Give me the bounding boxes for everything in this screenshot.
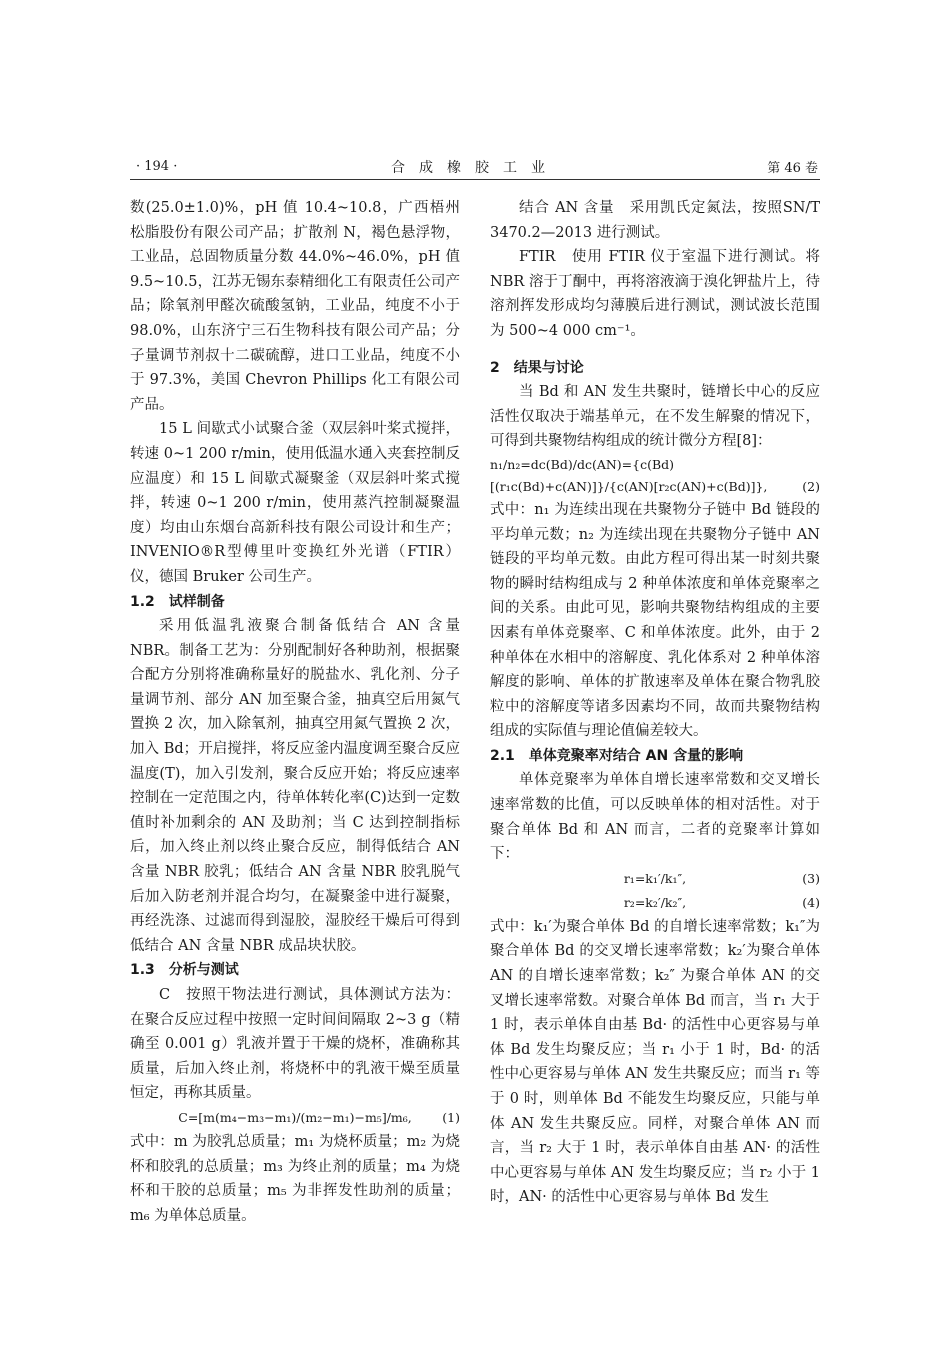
equation-3 (490, 867, 820, 891)
ftir-test-paragraph: FTIR 使用 FTIR 仪于室温下进行测试。将 NBR 溶于丁酮中，再将溶液滴于溴化钾盐片上，待溶剂挥发形成均匀薄膜后进行测试，测试波长范围为 500~4 000 cm⁻¹。 (490, 249, 820, 339)
journal-title: 合成橡胶工业 (391, 160, 559, 176)
right-column (490, 196, 820, 1210)
equation-4 (490, 891, 820, 915)
running-header (130, 155, 820, 180)
volume-label: 第 46 卷 (767, 161, 818, 176)
equation-2 (490, 454, 820, 498)
preparation-paragraph: 采用低温乳液聚合制备低结合 AN 含量 NBR。制备工艺为：分别配制好各种助剂，根据聚合配方分别将准确称量好的脱盐水、乳化剂、分子量调节剂、部分 AN 加至聚合釜，抽真空后用氮气置换 2 次，加入除氧剂，抽真空用氮气置换 2 次，加入 Bd；开启搅拌，将反应釜内温度调至聚合反应温度(T)，加入引发剂，聚合反应开始；将反应速率控制在一定范围之内，待单体转化率(C)达到一定数值时补加剩余的 AN 及助剂；当 C 达到控制指标后，加入终止剂以终止聚合反应，制得低结合 AN 含量 NBR 胶乳；低结合 AN 含量 NBR 胶乳脱气后加入防老剂并混合均匀，在凝聚釜中进行凝聚，再经洗涤、过滤而得到湿胶，湿胶经干燥后可得到低结合 AN 含量 NBR 成品块状胶。 (130, 618, 460, 954)
left-column (130, 196, 460, 1228)
equation-3-4-definitions: 式中：k₁′为聚合单体 Bd 的自增长速率常数；k₁″为聚合单体 Bd 的交叉增长速率常数；k₂′为聚合单体 AN 的自增长速率常数；k₂″ 为聚合单体 AN 的交叉增长速率常数。对聚合单体 Bd 而言，当 r₁ 大于 1 时，表示单体自由基 Bd· 的活性中心更容易与单体 Bd 发生均聚反应；当 r₁ 小于 1 时，Bd· 的活性中心更容易与单体 AN 发生共聚反应；而当 r₁ 等于 0 时，则单体 Bd 不能发生均聚反应，只能与单体 AN 发生共聚反应。同样，对聚合单体 AN 而言，当 r₂ 大于 1 时，表示单体自由基 AN· 的活性中心更容易与单体 AN 发生均聚反应；当 r₂ 小于 1 时，AN· 的活性中心更容易与单体 Bd 发生 (490, 918, 820, 1206)
equation-3-body: r₁=k₁′/k₁″, (623, 870, 687, 886)
equation-2-body: n₁/n₂=dc(Bd)/dc(AN)={c(Bd)[(r₁c(Bd)+c(AN)]}/{c(AN)[r₂c(AN)+c(Bd)]}, (490, 456, 768, 494)
equation-3-number: (3) (802, 870, 820, 886)
an-content-test-paragraph: 结合 AN 含量 采用凯氏定氮法，按照SN/T 3470.2—2013 进行测试。 (490, 200, 820, 241)
equation-4-body: r₂=k₂′/k₂″, (623, 894, 687, 910)
section-heading-2-1: 2.1 单体竞聚率对结合 AN 含量的影响 (490, 747, 744, 764)
section-heading-1-3: 1.3 分析与测试 (130, 962, 239, 979)
materials-paragraph: 数(25.0±1.0)%，pH 值 10.4~10.8，广西梧州松脂股份有限公司产品；扩散剂 N，褐色悬浮物，工业品，总固物质量分数 44.0%~46.0%，pH 值 9.5~10.5，江苏无锡东泰精细化工有限责任公司产品；除氧剂甲醛次硫酸氢钠，工业品，纯度不小于 98.0%，山东济宁三石生物科技有限公司产品；分子量调节剂叔十二碳硫醇，进口工业品，纯度不小于 97.3%，美国 Chevron Phillips 化工有限公司产品。 (130, 200, 460, 413)
equation-2-number: (2) (802, 478, 820, 494)
page-number: · 194 · (136, 159, 178, 174)
equation-1-number: (1) (442, 1109, 460, 1125)
equation-1-body: C=[m(m₄−m₃−m₁)/(m₂−m₁)−m₅]/m₆, (178, 1109, 412, 1125)
equation-4-number: (4) (802, 894, 820, 910)
equation-2-definitions: 式中：n₁ 为连续出现在共聚物分子链中 Bd 链段的平均单元数；n₂ 为连续出现在共聚物分子链中 AN 链段的平均单元数。由此方程可得出某一时刻共聚物的瞬时结构组成与 2 种单体浓度和单体竞聚率之间的关系。由此可见，影响共聚物结构组成的主要因素有单体竞聚率、C 和单体浓度。此外，由于 2 种单体在水相中的溶解度、乳化体系对 2 种单体溶解度的影响、单体的扩散速率及单体在聚合物乳胶粒中的溶解度等诸多因素均不同，故而共聚物结构组成的实际值与理论值偏差较大。 (490, 501, 820, 740)
reactivity-ratio-paragraph: 单体竞聚率为单体自增长速率常数和交叉增长速率常数的比值，可以反映单体的相对活性。对于聚合单体 Bd 和 AN 而言，二者的竞聚率计算如下： (490, 772, 820, 863)
equipment-paragraph: 15 L 间歇式小试聚合釜（双层斜叶桨式搅拌，转速 0~1 200 r/min，使用低温水通入夹套控制反应温度）和 15 L 间歇式凝聚釜（双层斜叶桨式搅拌，转速 0~1 200 r/min，使用蒸汽控制凝聚温度）均由山东烟台高新科技有限公司设计和生产；INVENIO®R型傅里叶变换红外光谱（FTIR）仪，德国 Bruker 公司生产。 (130, 421, 460, 585)
section-heading-2: 2 结果与讨论 (490, 359, 584, 376)
conversion-test-paragraph: C 按照干物法进行测试，具体测试方法为：在聚合反应过程中按照一定时间间隔取 2~3 g（精确至 0.001 g）乳液并置于干燥的烧杯，准确称其质量，后加入终止剂，将烧杯中的乳液干燥至质量恒定，再称其质量。 (130, 987, 460, 1102)
equation-1-definitions: 式中：m 为胶乳总质量；m₁ 为烧杯质量；m₂ 为烧杯和胶乳的总质量；m₃ 为终止剂的质量；m₄ 为烧杯和干胶的总质量；m₅ 为非挥发性助剂的质量；m₆ 为单体总质量。 (130, 1133, 460, 1224)
section-heading-1-2: 1.2 试样制备 (130, 593, 225, 610)
equation-1 (130, 1106, 460, 1130)
copolymer-intro-paragraph: 当 Bd 和 AN 发生共聚时，链增长中心的反应活性仅取决于端基单元，在不发生解聚的情况下，可得到共聚物结构组成的统计微分方程[8]： (490, 384, 820, 450)
